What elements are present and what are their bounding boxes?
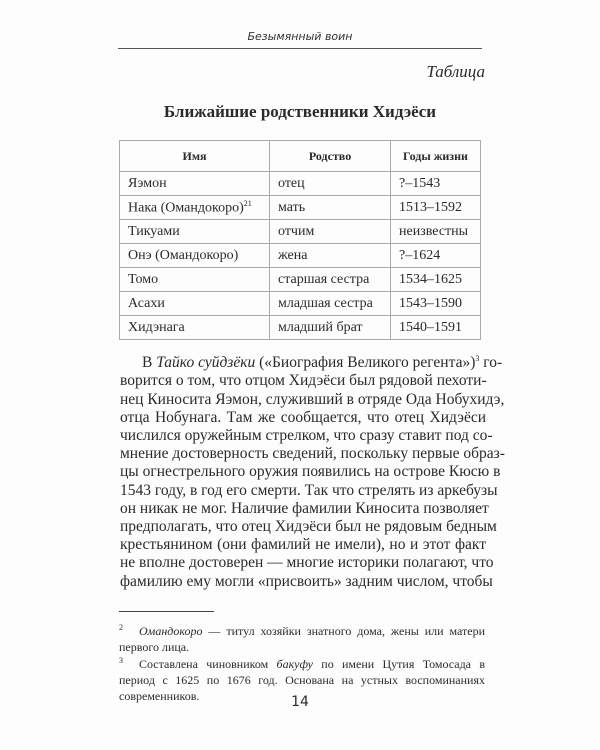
body-line xyxy=(120,350,503,372)
name: Асахи xyxy=(128,295,165,311)
footnote-2 xyxy=(119,620,485,655)
running-head: Безымянный воин xyxy=(247,30,353,43)
cell-relation: младший брат xyxy=(270,316,391,340)
relatives-table xyxy=(119,140,481,340)
cell-name xyxy=(120,172,270,196)
footnote-number: 2 xyxy=(119,623,123,632)
table-row xyxy=(120,220,481,244)
name: Тикуами xyxy=(128,223,180,239)
page-number: 14 xyxy=(291,694,309,710)
table-label: Таблица xyxy=(426,62,485,81)
footnote-ref: 21 xyxy=(243,198,252,208)
term: Омандокоро xyxy=(139,624,203,638)
text: В xyxy=(142,354,157,372)
table-row xyxy=(120,172,481,196)
cell-relation: жена xyxy=(270,244,391,268)
body-line: отца Нобунага. Там же сообщается, что отец Хидэёси xyxy=(120,408,486,426)
body-line: цы огнестрельного оружия появились на острове Кюсю в xyxy=(120,463,501,481)
header-years: Годы жизни xyxy=(391,141,481,172)
cell-years: 1534–1625 xyxy=(391,268,481,292)
body-line: не вполне достоверен — многие историки полагают, что xyxy=(120,554,494,572)
book-title: Тайко суйдзёки xyxy=(156,354,256,372)
name: Нака (Омандокоро) xyxy=(128,200,244,216)
cell-years: ?–1543 xyxy=(391,172,481,196)
footnote-number: 3 xyxy=(119,656,123,665)
cell-years: 1540–1591 xyxy=(391,316,481,340)
text: го- xyxy=(479,354,503,372)
table-row xyxy=(120,268,481,292)
footnote-text: — титул хозяйки знатного дома, жены или матери первого лица. xyxy=(119,624,485,654)
table-title: Ближайшие родственники Хидэёси xyxy=(163,102,437,121)
cell-relation: отчим xyxy=(270,220,391,244)
name: Хидэнага xyxy=(128,319,185,335)
cell-years: ?–1624 xyxy=(391,244,481,268)
cell-years: неизвестны xyxy=(391,220,481,244)
body-line: ворится о том, что отцом Хидэёси был рядовой пехоти- xyxy=(120,372,487,390)
cell-relation: старшая сестра xyxy=(270,268,391,292)
header-name: Имя xyxy=(120,141,270,172)
cell-name xyxy=(120,292,270,316)
cell-relation: отец xyxy=(270,172,391,196)
name: Онэ (Омандокоро) xyxy=(128,247,239,263)
body-text xyxy=(120,350,505,591)
cell-name xyxy=(120,316,270,340)
body-line: нец Киносита Яэмон, служивший в отряде Ода Нобухидэ, xyxy=(120,390,505,408)
name: Томо xyxy=(128,271,159,287)
cell-relation: младшая сестра xyxy=(270,292,391,316)
body-line: крестьянином (они фамилий не имели), но и этот факт xyxy=(120,536,486,554)
term: бакуфу xyxy=(276,657,313,671)
cell-name xyxy=(120,196,270,220)
body-line: числился оружейным стрелком, что сразу ставит под со- xyxy=(120,426,493,444)
body-line: фамилию ему могли «присвоить» задним числом, чтобы xyxy=(120,572,493,590)
body-line: 1543 году, в год его смерти. Так что стрелять из аркебузы xyxy=(120,481,498,499)
text: («Биография Великого регента») xyxy=(255,354,476,372)
table-row xyxy=(120,196,481,220)
body-line: он никак не мог. Наличие фамилии Киносита позволяет xyxy=(120,499,489,517)
cell-years: 1543–1590 xyxy=(391,292,481,316)
name: Яэмон xyxy=(128,175,167,191)
cell-relation: мать xyxy=(270,196,391,220)
cell-name xyxy=(120,220,270,244)
body-line: мнение достоверность сведений, поскольку первые образ- xyxy=(120,445,505,463)
header-relation: Родство xyxy=(270,141,391,172)
footnote-ref: 3 xyxy=(475,354,480,363)
cell-years: 1513–1592 xyxy=(391,196,481,220)
footnote-text: Составлена чиновником xyxy=(139,657,277,671)
header-rule xyxy=(118,48,482,49)
table-row xyxy=(120,292,481,316)
cell-name xyxy=(120,244,270,268)
footnote-text: по имени Цутия Томосада в период с 1625 по 1676 год. Основана на устных воспоминаниях современников. xyxy=(119,657,485,703)
cell-name xyxy=(120,268,270,292)
table-row xyxy=(120,316,481,340)
body-line: предполагать, что отец Хидэёси был не рядовым бедным xyxy=(120,517,497,535)
footnote-rule xyxy=(119,611,214,612)
table-row xyxy=(120,244,481,268)
